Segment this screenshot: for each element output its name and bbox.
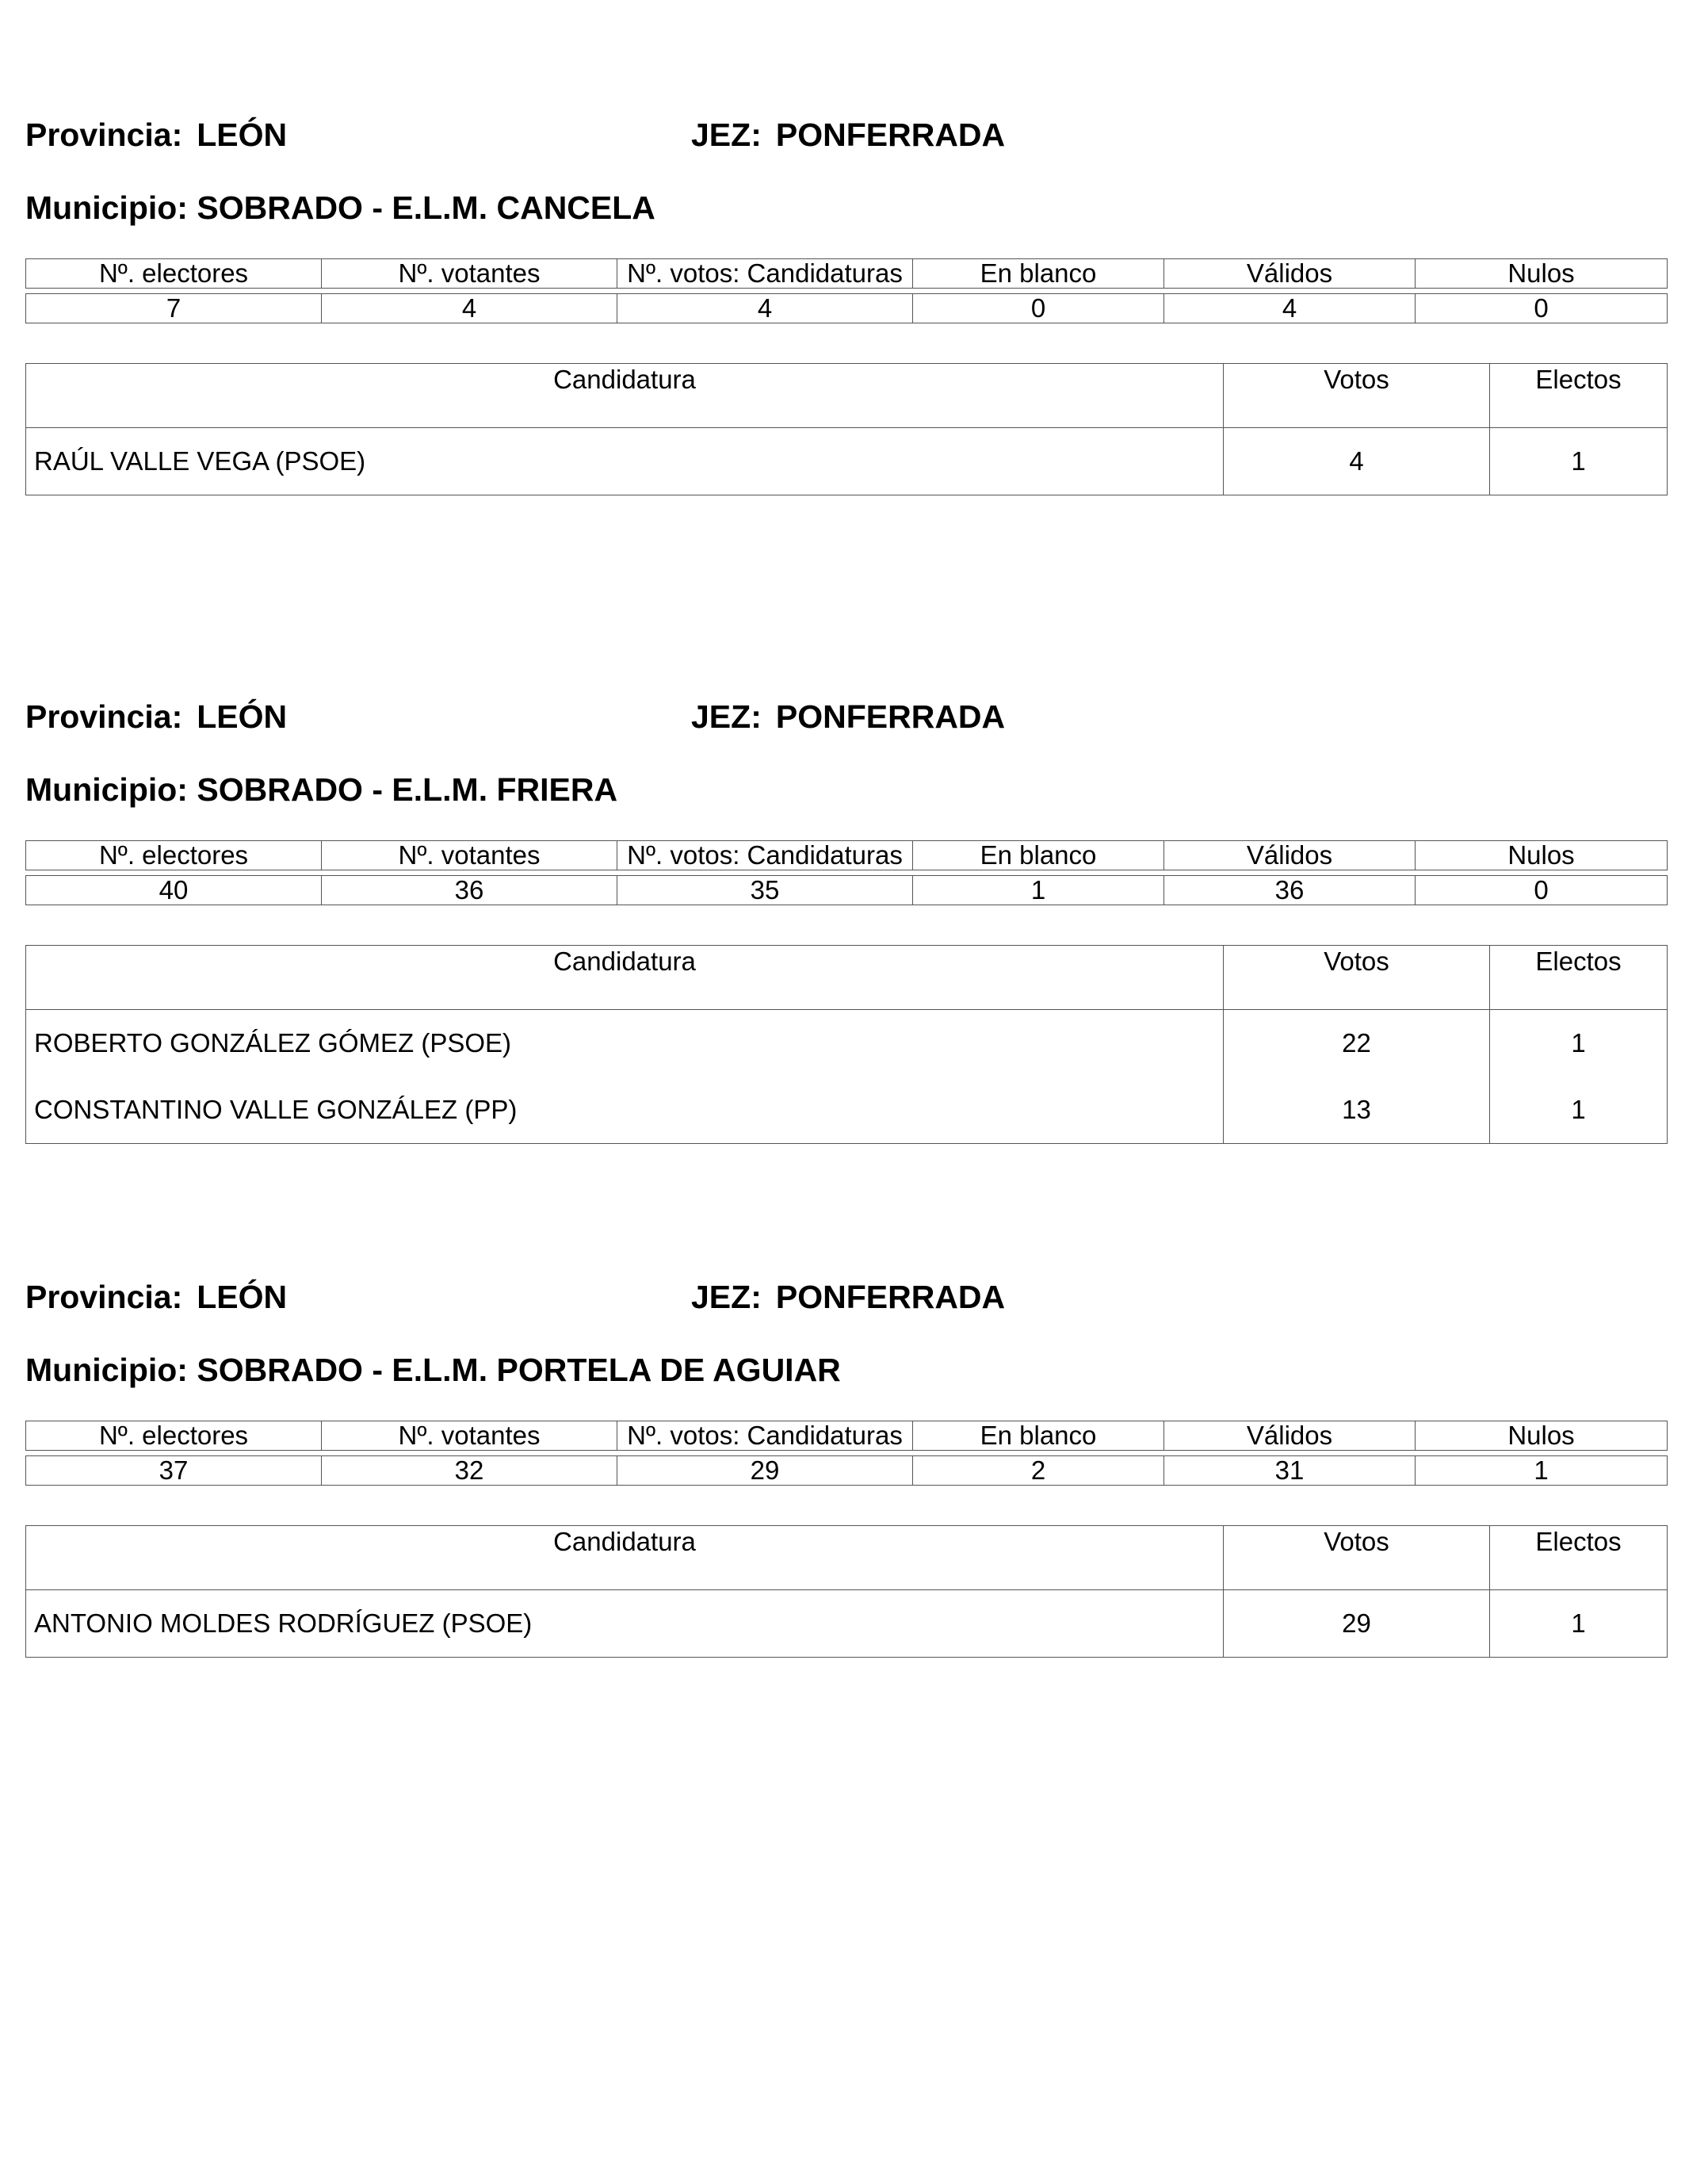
summary-value-cell: 4: [617, 294, 913, 323]
summary-value-row: [26, 876, 1668, 905]
jez-label: JEZ:: [691, 117, 762, 153]
municipio-line: [25, 189, 655, 227]
summary-values-table: [25, 1455, 1668, 1486]
candidatura-header: Candidatura: [26, 1526, 1224, 1590]
summary-value-cell: 29: [617, 1456, 913, 1486]
summary-header-cell: Nº. electores: [26, 841, 322, 870]
summary-table: [25, 840, 1668, 870]
jez-line: [691, 698, 1005, 736]
provincia-label: Provincia:: [25, 117, 183, 153]
provincia-value: LEÓN: [197, 1279, 288, 1315]
summary-values-table: [25, 293, 1668, 323]
candidates-table: [25, 1525, 1668, 1658]
summary-header-cell: Válidos: [1164, 841, 1416, 870]
summary-value-cell: 1: [913, 876, 1164, 905]
summary-value-cell: 35: [617, 876, 913, 905]
provincia-label: Provincia:: [25, 1279, 183, 1315]
electos-header: Electos: [1490, 364, 1668, 428]
candidate-name: ROBERTO GONZÁLEZ GÓMEZ (PSOE): [26, 1010, 1224, 1077]
summary-header-cell: Nº. electores: [26, 1421, 322, 1451]
summary-header-cell: Válidos: [1164, 259, 1416, 289]
summary-table: [25, 258, 1668, 289]
electos-header: Electos: [1490, 1526, 1668, 1590]
summary-header-row: [26, 1421, 1668, 1451]
summary-value-row: [26, 1456, 1668, 1486]
summary-table: [25, 1421, 1668, 1451]
summary-value-cell: 32: [322, 1456, 617, 1486]
summary-value-cell: 2: [913, 1456, 1164, 1486]
summary-value-row: [26, 294, 1668, 323]
candidate-row: [26, 428, 1668, 495]
municipio-label: Municipio:: [25, 1352, 188, 1388]
candidates-table: [25, 945, 1668, 1144]
summary-value-cell: 0: [1416, 294, 1668, 323]
summary-value-cell: 37: [26, 1456, 322, 1486]
candidate-name: CONSTANTINO VALLE GONZÁLEZ (PP): [26, 1077, 1224, 1144]
summary-header-cell: Nulos: [1416, 1421, 1668, 1451]
summary-header-cell: Nulos: [1416, 259, 1668, 289]
candidate-votos: 13: [1224, 1077, 1490, 1144]
summary-header-cell: Nº. votos: Candidaturas: [617, 259, 913, 289]
candidates-header-row: [26, 946, 1668, 1010]
summary-value-cell: 31: [1164, 1456, 1416, 1486]
candidates-header-row: [26, 364, 1668, 428]
candidate-electos: 1: [1490, 428, 1668, 495]
summary-value-cell: 1: [1416, 1456, 1668, 1486]
provincia-line: [25, 1278, 287, 1316]
jez-label: JEZ:: [691, 1279, 762, 1315]
municipio-value: SOBRADO - E.L.M. FRIERA: [197, 771, 618, 808]
summary-header-cell: En blanco: [913, 1421, 1164, 1451]
candidatura-header: Candidatura: [26, 946, 1224, 1010]
municipio-value: SOBRADO - E.L.M. PORTELA DE AGUIAR: [197, 1352, 841, 1388]
candidate-votos: 22: [1224, 1010, 1490, 1077]
candidate-row: [26, 1590, 1668, 1658]
candidate-votos: 4: [1224, 428, 1490, 495]
municipio-label: Municipio:: [25, 771, 188, 808]
provincia-label: Provincia:: [25, 698, 183, 735]
jez-value: PONFERRADA: [775, 698, 1006, 735]
candidates-header-row: [26, 1526, 1668, 1590]
candidate-name: ANTONIO MOLDES RODRÍGUEZ (PSOE): [26, 1590, 1224, 1658]
votos-header: Votos: [1224, 364, 1490, 428]
candidate-row: [26, 1077, 1668, 1144]
votos-header: Votos: [1224, 946, 1490, 1010]
candidate-electos: 1: [1490, 1077, 1668, 1144]
provincia-value: LEÓN: [197, 698, 288, 735]
summary-value-cell: 36: [322, 876, 617, 905]
jez-label: JEZ:: [691, 698, 762, 735]
candidatura-header: Candidatura: [26, 364, 1224, 428]
summary-header-cell: Nulos: [1416, 841, 1668, 870]
summary-header-cell: Válidos: [1164, 1421, 1416, 1451]
summary-header-cell: En blanco: [913, 259, 1164, 289]
municipio-line: [25, 771, 617, 809]
summary-value-cell: 0: [1416, 876, 1668, 905]
municipio-value: SOBRADO - E.L.M. CANCELA: [197, 189, 655, 226]
jez-value: PONFERRADA: [775, 117, 1006, 153]
summary-value-cell: 40: [26, 876, 322, 905]
candidate-electos: 1: [1490, 1590, 1668, 1658]
summary-header-row: [26, 259, 1668, 289]
municipio-line: [25, 1351, 841, 1389]
provincia-line: [25, 698, 287, 736]
jez-value: PONFERRADA: [775, 1279, 1006, 1315]
votos-header: Votos: [1224, 1526, 1490, 1590]
summary-header-cell: Nº. electores: [26, 259, 322, 289]
summary-values-table: [25, 875, 1668, 905]
candidate-votos: 29: [1224, 1590, 1490, 1658]
candidate-electos: 1: [1490, 1010, 1668, 1077]
summary-header-row: [26, 841, 1668, 870]
summary-header-cell: Nº. votos: Candidaturas: [617, 841, 913, 870]
jez-line: [691, 1278, 1005, 1316]
summary-value-cell: 4: [1164, 294, 1416, 323]
summary-header-cell: Nº. votantes: [322, 1421, 617, 1451]
provincia-value: LEÓN: [197, 117, 288, 153]
summary-value-cell: 4: [322, 294, 617, 323]
summary-header-cell: Nº. votantes: [322, 259, 617, 289]
summary-value-cell: 36: [1164, 876, 1416, 905]
summary-value-cell: 0: [913, 294, 1164, 323]
summary-header-cell: En blanco: [913, 841, 1164, 870]
municipio-label: Municipio:: [25, 189, 188, 226]
candidate-row: [26, 1010, 1668, 1077]
candidate-name: RAÚL VALLE VEGA (PSOE): [26, 428, 1224, 495]
summary-value-cell: 7: [26, 294, 322, 323]
electos-header: Electos: [1490, 946, 1668, 1010]
summary-header-cell: Nº. votos: Candidaturas: [617, 1421, 913, 1451]
summary-header-cell: Nº. votantes: [322, 841, 617, 870]
candidates-table: [25, 363, 1668, 495]
jez-line: [691, 116, 1005, 154]
provincia-line: [25, 116, 287, 154]
